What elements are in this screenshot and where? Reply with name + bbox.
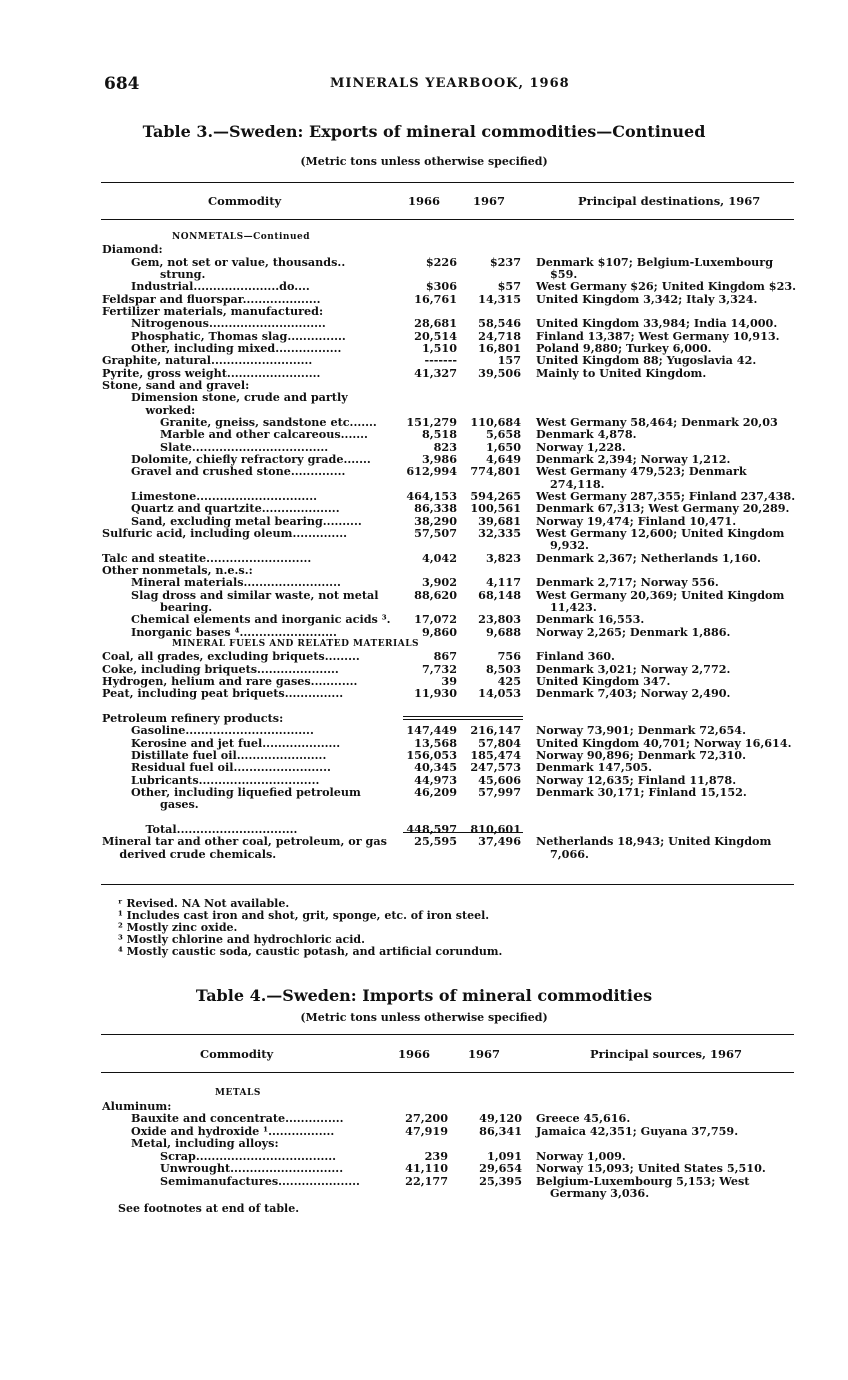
table3-header-1966: 1966 <box>408 194 441 208</box>
value-1966-cell: 8,518 <box>421 427 457 442</box>
destination-cell: 274,118. <box>550 476 605 491</box>
value-1966-cell: 464,153 <box>406 488 457 503</box>
table-row <box>0 465 848 478</box>
destination-cell: United Kingdom 40,701; Norway 16,614. <box>536 735 792 750</box>
destination-cell: 9,932. <box>550 538 589 553</box>
commodity-cell: Chemical elements and inorganic acids ³. <box>131 612 391 627</box>
destination-cell: West Germany 12,600; United Kingdom <box>536 525 785 540</box>
value-1967-cell: 23,803 <box>478 612 521 627</box>
value-1967-cell: 24,718 <box>478 328 521 343</box>
destination-cell: United Kingdom 347. <box>536 673 671 688</box>
commodity-cell: Aluminum: <box>102 1098 172 1113</box>
table-row <box>0 687 848 700</box>
table-row <box>0 589 848 602</box>
destination-cell: United Kingdom 33,984; India 14,000. <box>536 316 778 331</box>
commodity-cell: Other, including mixed................. <box>131 340 342 355</box>
commodity-cell: bearing. <box>160 599 213 614</box>
table3-header-rule <box>101 219 794 220</box>
table3-bottom-rule <box>101 884 794 885</box>
destination-cell: Denmark 4,878. <box>536 427 637 442</box>
destination-cell: Poland 9,880; Turkey 6,000. <box>536 340 712 355</box>
destination-cell: Denmark 30,171; Finland 15,152. <box>536 784 747 799</box>
commodity-cell: Quartz and quartzite.................... <box>131 501 340 516</box>
destination-cell: Norway 2,265; Denmark 1,886. <box>536 624 731 639</box>
commodity-cell: Other, including liquefied petroleum <box>131 784 361 799</box>
value-1966-cell: 40,345 <box>414 760 457 775</box>
value-1966-cell: 3,986 <box>421 451 457 466</box>
value-1966-cell: $306 <box>425 279 457 294</box>
value-1966-cell: 823 <box>433 439 457 454</box>
value-1967-cell: 68,148 <box>478 587 521 602</box>
table4-note: See footnotes at end of table. <box>118 1202 300 1215</box>
value-1966-cell: 17,072 <box>414 612 457 627</box>
value-1967-cell: 110,684 <box>470 414 521 429</box>
value-1967-cell: 185,474 <box>470 747 521 762</box>
destination-cell: United Kingdom 3,342; Italy 3,324. <box>536 291 758 306</box>
value-1966-cell: 47,919 <box>405 1123 448 1138</box>
destination-cell: Norway 12,635; Finland 11,878. <box>536 772 737 787</box>
destination-cell: Belgium-Luxembourg 5,153; West <box>536 1173 750 1188</box>
value-1967-cell: 57,804 <box>478 735 521 750</box>
table4-header-sources: Principal sources, 1967 <box>590 1047 743 1061</box>
footnote: ⁴ Mostly caustic soda, caustic potash, and artificial corundum. <box>118 945 503 958</box>
value-1966-cell: ------- <box>424 353 457 368</box>
value-1966-cell: 38,290 <box>414 513 457 528</box>
destination-cell: Denmark 16,553. <box>536 612 645 627</box>
value-1966-cell: 22,177 <box>405 1173 448 1188</box>
table4-header-rule <box>101 1072 794 1073</box>
commodity-cell: Gem, not set or value, thousands.. <box>131 254 346 269</box>
destination-cell: West Germany 20,369; United Kingdom <box>536 587 785 602</box>
destination-cell: Denmark 2,367; Netherlands 1,160. <box>536 550 761 565</box>
commodity-cell: Limestone............................... <box>131 488 317 503</box>
table3-top-rule <box>101 182 794 183</box>
value-1966-cell: 57,507 <box>414 525 457 540</box>
value-1967-cell: $237 <box>489 254 521 269</box>
value-1967-cell: 32,335 <box>478 525 521 540</box>
value-1966-cell: 13,568 <box>414 735 457 750</box>
value-1966-cell: 28,681 <box>414 316 457 331</box>
value-1966-cell: 7,732 <box>421 661 457 676</box>
commodity-cell: Mineral materials......................... <box>131 575 341 590</box>
value-1967-cell: 4,117 <box>485 575 521 590</box>
destination-cell: 7,066. <box>550 846 589 861</box>
value-1967-cell: 216,147 <box>470 723 521 738</box>
value-1967-cell: 49,120 <box>479 1111 522 1125</box>
value-1966-cell: 88,620 <box>414 587 457 602</box>
table3-subtotal-rule-b <box>403 719 523 720</box>
value-1967-cell: 3,823 <box>485 550 521 565</box>
footnote: ¹ Includes cast iron and shot, grit, sponge, etc. of iron steel. <box>118 909 490 922</box>
destination-cell: United Kingdom 88; Yugoslavia 42. <box>536 353 757 368</box>
commodity-cell: Lubricants............................... <box>131 772 320 787</box>
destination-cell: Norway 15,093; United States 5,510. <box>536 1161 766 1175</box>
table3-header-destinations: Principal destinations, 1967 <box>578 194 761 208</box>
value-1966-cell: 156,053 <box>406 747 457 762</box>
value-1967-cell: 9,688 <box>485 624 521 639</box>
commodity-cell: derived crude chemicals. <box>119 846 277 861</box>
value-1967-cell: 37,496 <box>478 834 521 849</box>
table4-header-commodity: Commodity <box>200 1047 274 1061</box>
value-1966-cell: 3,902 <box>421 575 457 590</box>
commodity-cell: Oxide and hydroxide ¹................. <box>131 1123 335 1138</box>
commodity-cell: Sand, excluding metal bearing.......... <box>131 513 362 528</box>
commodity-cell: Inorganic bases ⁴......................... <box>131 624 337 639</box>
commodity-cell: Peat, including peat briquets............... <box>102 686 344 701</box>
table-row <box>0 798 848 811</box>
destination-cell: Jamaica 42,351; Guyana 37,759. <box>536 1123 739 1138</box>
running-title: MINERALS YEARBOOK, 1968 <box>330 76 570 91</box>
table-row <box>0 626 848 639</box>
value-1967-cell: 25,395 <box>479 1173 522 1188</box>
value-1967-cell: 774,801 <box>470 464 521 479</box>
commodity-cell: Dolomite, chiefly refractory grade....... <box>131 451 371 466</box>
commodity-cell: Hydrogen, helium and rare gases............ <box>102 673 358 688</box>
table-row <box>0 428 848 441</box>
value-1966-cell: 44,973 <box>414 772 457 787</box>
value-1967-cell: 86,341 <box>479 1123 522 1138</box>
destination-cell: 11,423. <box>550 599 597 614</box>
table-row <box>0 786 848 799</box>
value-1967-cell: 16,801 <box>478 340 521 355</box>
table-row <box>0 1187 848 1200</box>
commodity-cell: METALS <box>215 1088 261 1098</box>
commodity-cell: Slag dross and similar waste, not metal <box>131 587 379 602</box>
destination-cell: Norway 90,896; Denmark 72,310. <box>536 747 746 762</box>
table-row <box>0 391 848 404</box>
value-1967-cell: 14,315 <box>478 291 521 306</box>
commodity-cell: Petroleum refinery products: <box>102 710 284 725</box>
commodity-cell: worked: <box>145 402 196 417</box>
table-row <box>0 527 848 540</box>
value-1967-cell: 100,561 <box>470 501 521 516</box>
commodity-cell: Gravel and crushed stone.............. <box>131 464 346 479</box>
table4-title: Table 4.—Sweden: Imports of mineral commodities <box>195 986 653 1005</box>
value-1967-cell: 247,573 <box>470 760 521 775</box>
commodity-cell: Stone, sand and gravel: <box>102 377 250 392</box>
commodity-cell: Scrap.................................... <box>160 1148 337 1163</box>
commodity-cell: Diamond: <box>102 242 163 257</box>
table4-subtitle: (Metric tons unless otherwise specified) <box>300 1011 548 1024</box>
value-1966-cell: 41,110 <box>405 1161 448 1175</box>
destination-cell: West Germany $26; United Kingdom $23. <box>536 279 797 294</box>
table4-header-1967: 1967 <box>468 1047 501 1061</box>
commodity-cell: Graphite, natural.......................... <box>102 353 313 368</box>
destination-cell: Denmark 147,505. <box>536 760 653 775</box>
table4-header-1966: 1966 <box>398 1047 431 1061</box>
destination-cell: Norway 19,474; Finland 10,471. <box>536 513 737 528</box>
table-row <box>0 1137 848 1150</box>
value-1966-cell: 867 <box>433 649 457 664</box>
footnote: ³ Mostly chlorine and hydrochloric acid. <box>118 933 365 946</box>
value-1967-cell: 594,265 <box>470 488 521 503</box>
destination-cell: Germany 3,036. <box>550 1186 650 1200</box>
value-1966-cell: 448,597 <box>406 821 457 836</box>
value-1967-cell: 5,658 <box>485 427 521 442</box>
commodity-cell: Semimanufactures..................... <box>160 1173 360 1188</box>
value-1966-cell: 20,514 <box>414 328 457 343</box>
value-1966-cell: $226 <box>425 254 457 269</box>
destination-cell: Norway 73,901; Denmark 72,654. <box>536 723 746 738</box>
destination-cell: Denmark 67,313; West Germany 20,289. <box>536 501 790 516</box>
value-1967-cell: 1,091 <box>486 1148 522 1163</box>
value-1967-cell: 39,681 <box>478 513 521 528</box>
destination-cell: Finland 360. <box>536 649 615 664</box>
commodity-cell: Mineral tar and other coal, petroleum, or gas <box>102 834 387 849</box>
commodity-cell: Granite, gneiss, sandstone etc....... <box>160 414 377 429</box>
table3-title: Table 3.—Sweden: Exports of mineral commodities—Continued <box>142 122 706 141</box>
value-1966-cell: 9,860 <box>421 624 457 639</box>
value-1966-cell: 239 <box>424 1148 448 1163</box>
commodity-cell: Dimension stone, crude and partly <box>131 390 348 405</box>
destination-cell: Norway 1,009. <box>536 1148 626 1163</box>
commodity-cell: Feldspar and fluorspar.................... <box>102 291 321 306</box>
value-1966-cell: 16,761 <box>414 291 457 306</box>
table3-total-rule <box>403 832 523 833</box>
value-1966-cell: 25,595 <box>414 834 457 849</box>
commodity-cell: gases. <box>160 797 199 812</box>
value-1967-cell: 8,503 <box>485 661 521 676</box>
table3-header-1967: 1967 <box>473 194 506 208</box>
table3-subtitle: (Metric tons unless otherwise specified) <box>300 155 548 168</box>
table4-top-rule <box>101 1034 794 1035</box>
commodity-cell: NONMETALS—Continued <box>172 232 311 242</box>
value-1966-cell: 147,449 <box>406 723 457 738</box>
value-1966-cell: 86,338 <box>414 501 457 516</box>
destination-cell: Netherlands 18,943; United Kingdom <box>536 834 772 849</box>
commodity-cell: Coal, all grades, excluding briquets......... <box>102 649 360 664</box>
commodity-cell: Phosphatic, Thomas slag............... <box>131 328 346 343</box>
commodity-cell: Sulfuric acid, including oleum.............. <box>102 525 348 540</box>
value-1967-cell: 29,654 <box>479 1161 522 1175</box>
destination-cell: Mainly to United Kingdom. <box>536 365 707 380</box>
commodity-cell: Fertilizer materials, manufactured: <box>102 303 324 318</box>
destination-cell: Denmark 2,717; Norway 556. <box>536 575 719 590</box>
commodity-cell: Other nonmetals, n.e.s.: <box>102 562 253 577</box>
commodity-cell: Coke, including briquets..................... <box>102 661 339 676</box>
value-1966-cell: 151,279 <box>406 414 457 429</box>
commodity-cell: Total............................... <box>145 821 298 836</box>
commodity-cell: Nitrogenous.............................. <box>131 316 326 331</box>
value-1966-cell: 46,209 <box>414 784 457 799</box>
destination-cell: Denmark 7,403; Norway 2,490. <box>536 686 731 701</box>
commodity-cell: Marble and other calcareous....... <box>160 427 368 442</box>
table-row <box>0 379 848 392</box>
value-1966-cell: 41,327 <box>414 365 457 380</box>
commodity-cell: MINERAL FUELS AND RELATED MATERIALS <box>172 638 420 649</box>
value-1966-cell: 27,200 <box>405 1111 448 1125</box>
value-1966-cell: 612,994 <box>406 464 457 479</box>
table-row <box>0 256 848 269</box>
footnote: ʳ Revised. NA Not available. <box>118 897 290 910</box>
destination-cell: Denmark 2,394; Norway 1,212. <box>536 451 731 466</box>
table-row <box>0 1175 848 1188</box>
destination-cell: Norway 1,228. <box>536 439 626 454</box>
commodity-cell: Unwrought............................. <box>160 1161 344 1175</box>
commodity-cell: Slate................................... <box>160 439 329 454</box>
value-1967-cell: 57,997 <box>478 784 521 799</box>
destination-cell: $59. <box>550 266 578 281</box>
commodity-cell: Distillate fuel oil....................... <box>131 747 327 762</box>
commodity-cell: Residual fuel oil......................... <box>131 760 331 775</box>
commodity-cell: Bauxite and concentrate............... <box>131 1111 344 1125</box>
page-number: 684 <box>104 74 140 94</box>
value-1967-cell: 756 <box>497 649 521 664</box>
value-1967-cell: 425 <box>497 673 521 688</box>
value-1967-cell: $57 <box>497 279 521 294</box>
commodity-cell: Pyrite, gross weight........................ <box>102 365 321 380</box>
value-1967-cell: 45,606 <box>478 772 521 787</box>
commodity-cell: Kerosine and jet fuel.................... <box>131 735 341 750</box>
table3-subtotal-rule-a <box>403 716 523 717</box>
value-1967-cell: 1,650 <box>485 439 521 454</box>
commodity-cell: Talc and steatite........................... <box>102 550 312 565</box>
value-1967-cell: 14,053 <box>478 686 521 701</box>
commodity-cell: strung. <box>160 266 206 281</box>
value-1966-cell: 11,930 <box>414 686 457 701</box>
destination-cell: Denmark $107; Belgium-Luxembourg <box>536 254 774 269</box>
value-1967-cell: 39,506 <box>478 365 521 380</box>
destination-cell: West Germany 58,464; Denmark 20,03 <box>536 414 778 429</box>
destination-cell: Greece 45,616. <box>536 1111 631 1125</box>
value-1967-cell: 4,649 <box>485 451 521 466</box>
commodity-cell: Industrial......................do.... <box>131 279 310 294</box>
footnote: ² Mostly zinc oxide. <box>118 921 238 934</box>
table-row <box>0 1125 848 1138</box>
destination-cell: Denmark 3,021; Norway 2,772. <box>536 661 731 676</box>
commodity-cell: Metal, including alloys: <box>131 1136 279 1150</box>
destination-cell: Finland 13,387; West Germany 10,913. <box>536 328 780 343</box>
destination-cell: West Germany 479,523; Denmark <box>536 464 747 479</box>
value-1967-cell: 58,546 <box>478 316 521 331</box>
value-1966-cell: 39 <box>441 673 457 688</box>
destination-cell: West Germany 287,355; Finland 237,438. <box>536 488 796 503</box>
value-1966-cell: 4,042 <box>421 550 457 565</box>
table-row <box>0 848 848 861</box>
value-1967-cell: 157 <box>497 353 521 368</box>
value-1967-cell: 810,601 <box>470 821 521 836</box>
commodity-cell: Gasoline................................. <box>131 723 314 738</box>
value-1966-cell: 1,510 <box>421 340 457 355</box>
table3-header-commodity: Commodity <box>208 194 282 208</box>
